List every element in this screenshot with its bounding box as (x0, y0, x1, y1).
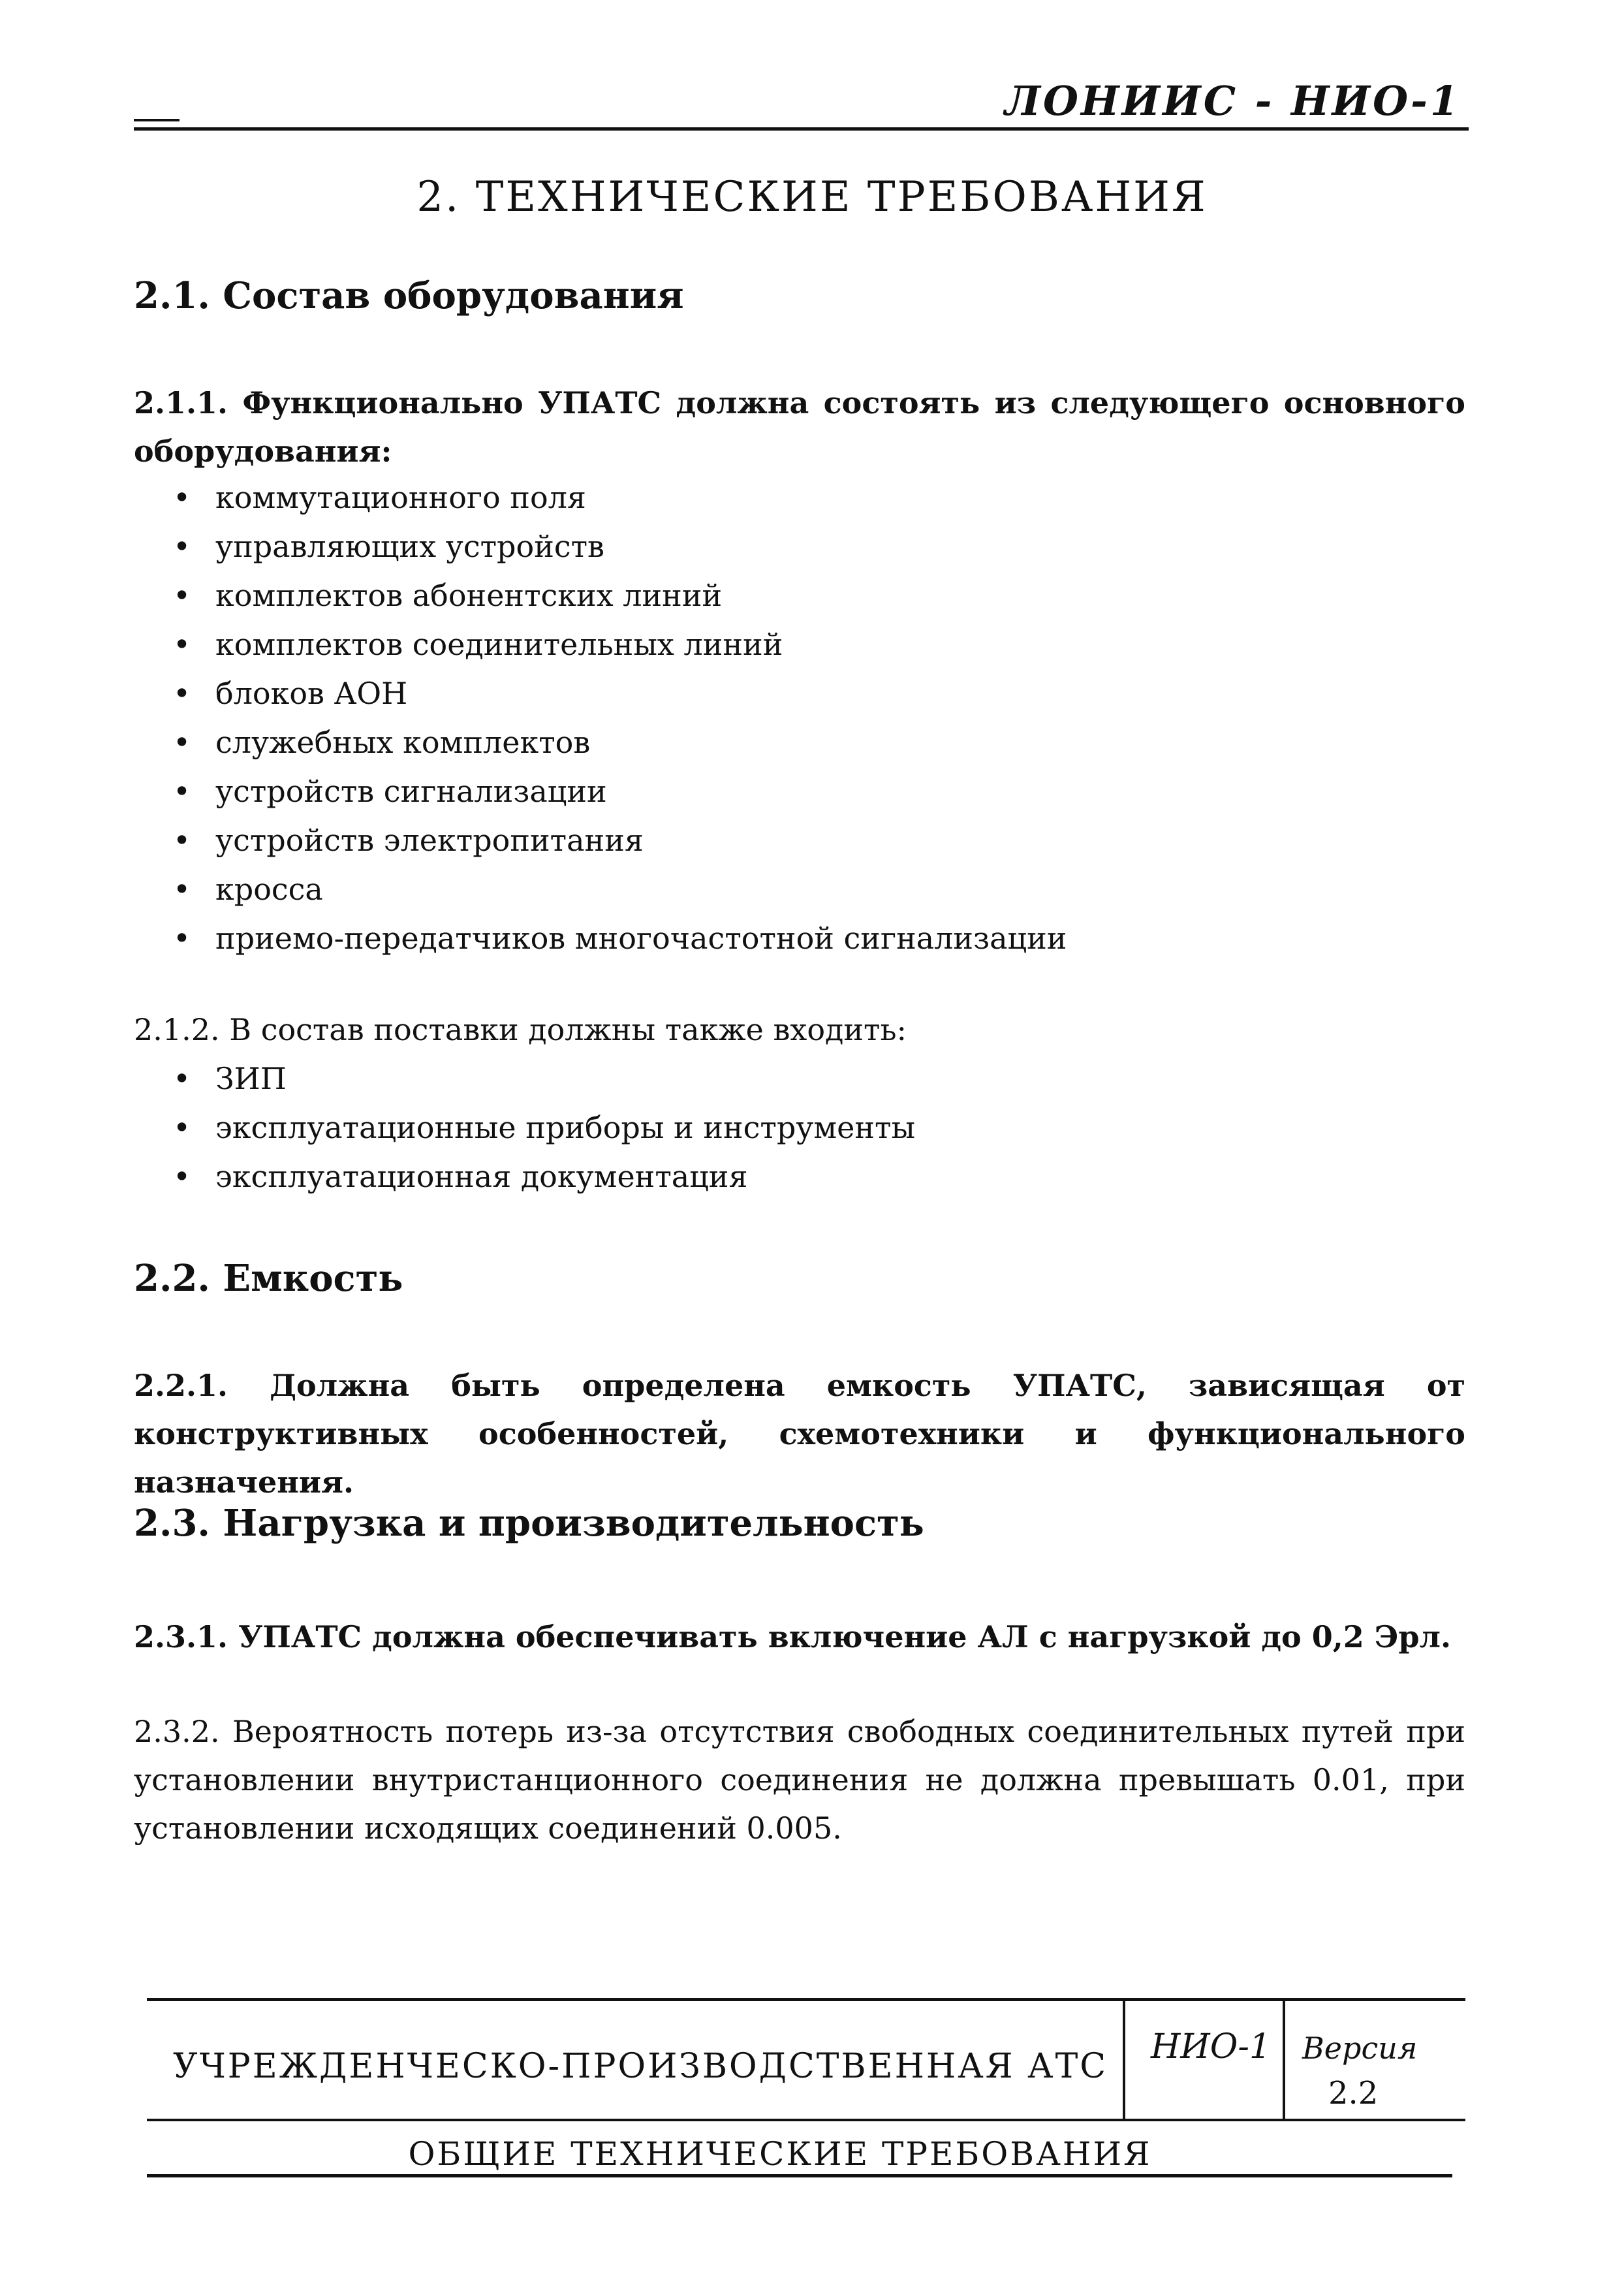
footer-top-rule (147, 1998, 1465, 2001)
equipment-list (160, 473, 1067, 963)
list-item: • устройств электропитания (160, 816, 1067, 865)
list-item: • управляющих устройств (160, 522, 1067, 571)
header-doc-code: ЛОНИИС - НИО-1 (1005, 77, 1461, 125)
delivery-list (160, 1054, 915, 1201)
list-item: • эксплуатационная документация (160, 1152, 915, 1201)
section-heading-2-3: 2.3. Нагрузка и производительность (134, 1502, 924, 1545)
footer-code: НИО-1 (1151, 2027, 1271, 2066)
footer-main-title: УЧРЕЖДЕНЧЕСКО-ПРОИЗВОДСТВЕННАЯ АТС (173, 2047, 1108, 2086)
footer-bottom-rule (147, 2174, 1452, 2177)
section-heading-2-2: 2.2. Емкость (134, 1257, 403, 1300)
list-item: • комплектов соединительных линий (160, 620, 1067, 669)
footer-divider (1283, 1998, 1285, 2119)
paragraph-2-3-1: 2.3.1. УПАТС должна обеспечивать включение АЛ с нагрузкой до 0,2 Эрл. (134, 1619, 1451, 1654)
footer-stamp (147, 1998, 1465, 2184)
section-heading-2-1: 2.1. Состав оборудования (134, 274, 684, 317)
list-item: • коммутационного поля (160, 473, 1067, 522)
footer-version-label: Версия (1302, 2031, 1418, 2066)
footer-divider (1123, 1998, 1125, 2119)
footer-subtitle: ОБЩИЕ ТЕХНИЧЕСКИЕ ТРЕБОВАНИЯ (408, 2135, 1152, 2173)
list-item: • служебных комплектов (160, 718, 1067, 767)
paragraph-2-1-2: 2.1.2. В состав поставки должны также входить: (134, 1012, 907, 1047)
list-item: • эксплуатационные приборы и инструменты (160, 1103, 915, 1152)
list-item: • комплектов абонентских линий (160, 571, 1067, 620)
list-item: • кросса (160, 865, 1067, 914)
list-item: • ЗИП (160, 1054, 915, 1103)
header-rule (134, 127, 1469, 131)
page-title: 2. ТЕХНИЧЕСКИЕ ТРЕБОВАНИЯ (416, 173, 1208, 221)
footer-middle-rule (147, 2119, 1465, 2121)
header-rule-short (134, 119, 180, 121)
paragraph-2-2-1: 2.2.1. Должна быть определена емкость УПАТС, зависящая от конструктивных особенностей, схемотехники и функционального назначения. (134, 1368, 1465, 1500)
paragraph-2-1-1: 2.1.1. Функционально УПАТС должна состоять из следующего основного оборудования: (134, 385, 1465, 469)
list-item: • приемо-передатчиков многочастотной сигнализации (160, 914, 1067, 963)
list-item: • блоков АОН (160, 669, 1067, 718)
footer-version-number: 2.2 (1328, 2075, 1379, 2111)
list-item: • устройств сигнализации (160, 767, 1067, 816)
paragraph-2-3-2: 2.3.2. Вероятность потерь из-за отсутствия свободных соединительных путей при установлении внутристанционного соединения не должна превышать 0.01, при установлении исходящих соединений 0.005. (134, 1714, 1465, 1846)
